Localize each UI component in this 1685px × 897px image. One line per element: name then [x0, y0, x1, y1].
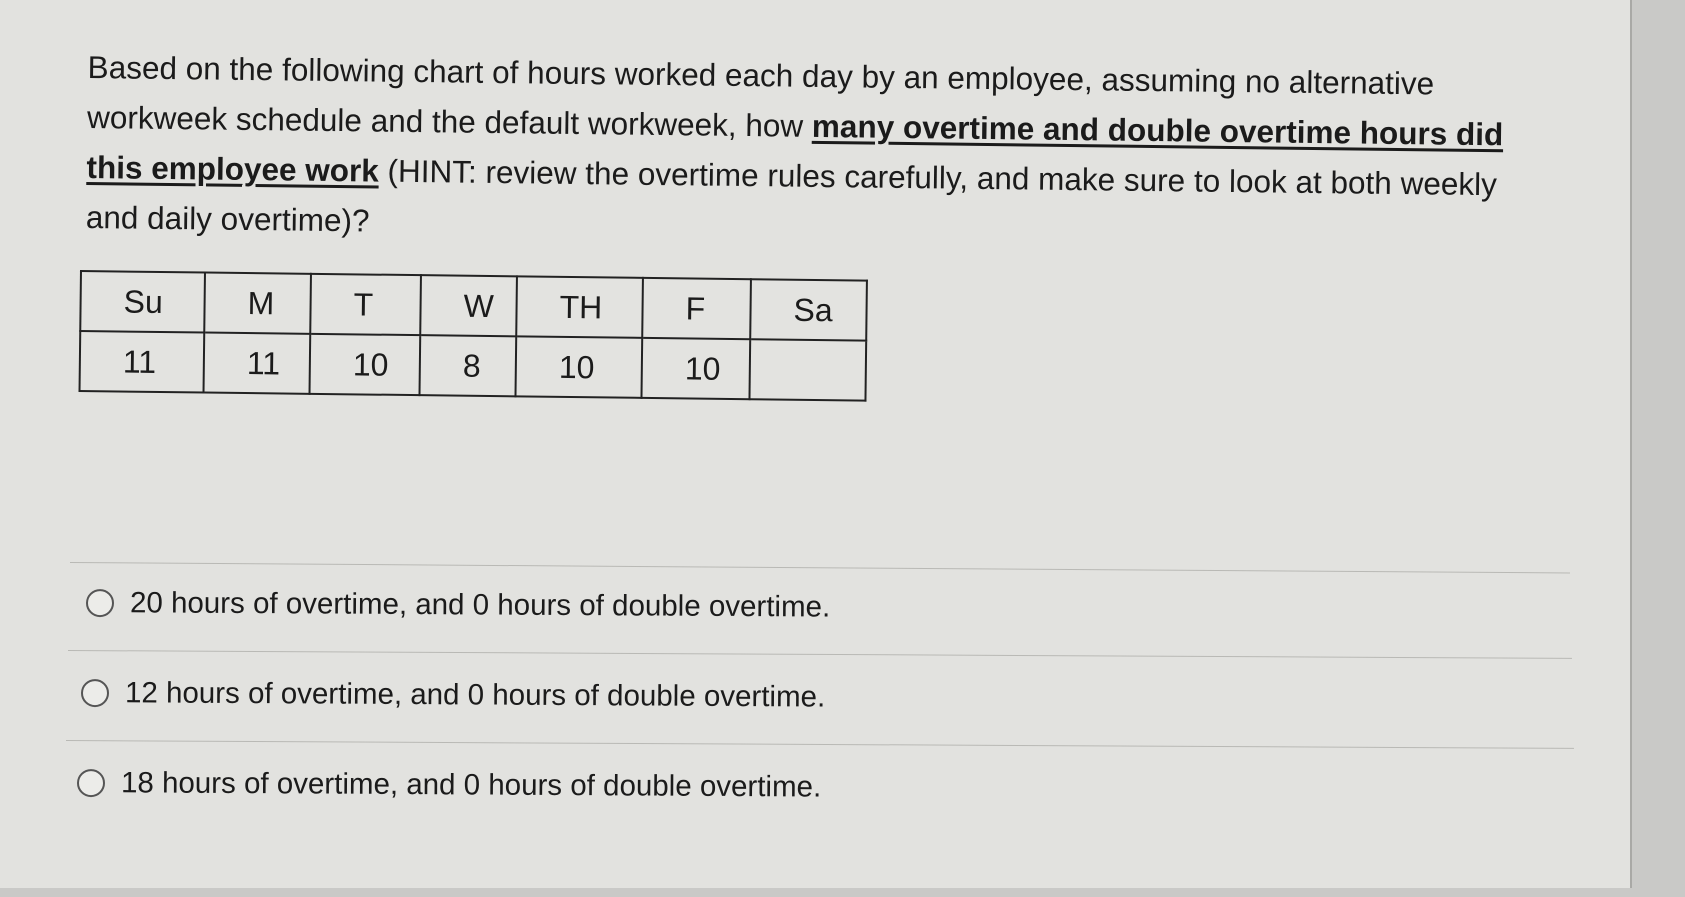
answer-option-label: 12 hours of overtime, and 0 hours of double overtime. [124, 676, 826, 714]
answer-option-label: 20 hours of overtime, and 0 hours of double overtime. [129, 586, 831, 624]
answer-option-1[interactable] [86, 586, 830, 625]
hours-table [79, 270, 868, 402]
hours-cell-monday: 11 [204, 333, 311, 394]
header-cell-thursday: TH [516, 276, 643, 338]
option-divider [66, 740, 1574, 749]
radio-button[interactable] [77, 769, 105, 797]
table-hours-row [80, 331, 867, 401]
table-header-row [80, 271, 867, 341]
radio-button[interactable] [81, 679, 109, 707]
answer-option-2[interactable] [81, 676, 825, 715]
hours-cell-saturday [749, 339, 866, 400]
question-text-hint: (HINT: review the overtime rules carefully, and make sure to look at both weekly and daily overtime)? [85, 152, 1498, 239]
option-divider [70, 562, 1570, 573]
hours-cell-thursday: 10 [515, 336, 642, 398]
header-cell-wednesday: W [420, 275, 517, 336]
hours-cell-tuesday: 10 [310, 334, 421, 395]
header-cell-friday: F [642, 278, 751, 339]
hours-cell-wednesday: 8 [419, 335, 516, 396]
header-cell-tuesday: T [310, 274, 421, 335]
option-divider [68, 650, 1572, 659]
question-text [86, 42, 1558, 260]
radio-button[interactable] [86, 589, 114, 617]
hours-cell-sunday: 11 [80, 331, 205, 393]
question-text-emphasis: many overtime and double overtime hours did this employee work [86, 107, 1504, 189]
header-cell-sunday: Su [80, 271, 205, 333]
header-cell-monday: M [204, 273, 311, 334]
header-cell-saturday: Sa [750, 279, 867, 340]
answer-option-label: 18 hours of overtime, and 0 hours of double overtime. [120, 766, 822, 804]
question-text-intro: Based on the following chart of hours worked each day by an employee, assuming no alternative workweek schedule and the default workweek, how [86, 48, 1435, 144]
answer-option-3[interactable] [77, 766, 821, 805]
hours-cell-friday: 10 [641, 338, 750, 399]
